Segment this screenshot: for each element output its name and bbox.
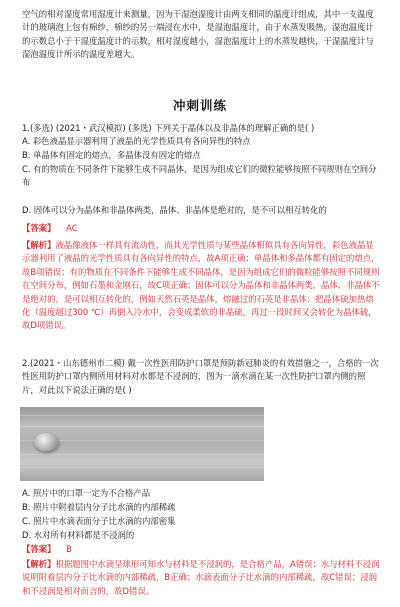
question-2-option-b: B. 照片中附着层内分子比水滴的内部稀疏 [22, 502, 176, 512]
question-2-stem: 2.(2021・山东德州市二模) 戴一次性医用防护口罩是预防新冠肺炎的有效措施之一，合格的一次性医用防护口罩内侧所用材料对水都是不浸润的，图为一滴水滴在某一次性防护口罩内侧的照片，对此以下说法正确的是( ) [22, 358, 379, 395]
answer-label: 【答案】 [22, 223, 56, 233]
question-1-option-c: C. 有的物质在不同条件下能够生成不同晶体，是因为组成它们的微粒能够按照不同规则在空间分布 [22, 164, 377, 188]
water-drop [34, 433, 58, 451]
intro-paragraph: 空气的相对湿度常用湿度计来测量，因为干湿泡湿度计由两支相同的温度计组成，其中一支温度计的玻璃泡上包有棉纱，棉纱的另一端浸在水中，是湿泡温度计，由于水蒸发吸热，湿泡温度计的示数总小于干湿度温度计的示数，相对湿度越小，湿泡温度计上的水蒸发越快，干湿温度计与湿泡温度计所示的温度差越大。 [22, 9, 374, 60]
question-2-option-c: C. 照片中水滴表面分子比水滴的内部密集 [22, 516, 176, 526]
analysis-label: 【解析】 [22, 559, 56, 569]
analysis-label: 【解析】 [22, 240, 56, 250]
mask-water-drop-photo [20, 407, 264, 481]
analysis-text: 液晶像液体一样具有流动性，而其光学性质与某些晶体相似具有各向异性，彩色液晶显示器利用了液晶的光学性质具有各向异性的特点，故A项正确；单晶体和多晶体都有固定的熔点，故B项错误；有的物质在不同条件下能够生成不同晶体，是因为组成它们的微粒能够按照不同规则在空间分布，例如石墨和金刚石，故C项正确；固体可以分为晶体和非晶体两类，晶体、非晶体不是绝对的，是可以相互转化的，例如天然石英是晶体，熔融过的石英是非晶体；把晶体硫加热熔化（温度超过300 ℃）再倒入冷水中，会变成柔软的非晶硫，再过一段时间又会转化为晶体硫，故D项错误。 [22, 240, 380, 331]
question-1-option-b: B. 单晶体有固定的熔点，多晶体没有固定的熔点 [22, 150, 201, 160]
analysis-text: 根据题图中水滴呈球形可知水与材料是不浸润的，是合格产品，A错误；水与材料不浸润说明附着层内分子比水滴的内部稀疏，B正确；水滴表面分子比水滴的内部稀疏，故C错误；浸润和不浸润是相对而言的，故D错误。 [22, 559, 380, 596]
question-1-stem: 1.(多选) (2021・武汉模拟) (多选) 下列关于晶体以及非晶体的理解正确的是( ) [22, 123, 315, 133]
question-1-analysis [22, 239, 380, 333]
question-1-answer [22, 222, 380, 235]
question-1-option-d: D. 固体可以分为晶体和非晶体两类，晶体、非晶体是绝对的，是不可以相互转化的 [22, 205, 327, 215]
question-2-analysis [22, 558, 380, 598]
question-1-option-a: A. 彩色液晶显示器利用了液晶的光学性质具有各向异性的特点 [22, 136, 251, 146]
answer-label: 【答案】 [22, 544, 56, 554]
question-2-option-d: D. 水对所有材料都是不浸润的 [22, 530, 135, 540]
section-title: 冲刺训练 [172, 98, 227, 113]
question-2-answer [22, 543, 380, 556]
answer-value: B [66, 544, 72, 554]
question-2-option-a: A. 照片中的口罩一定为不合格产品 [22, 488, 151, 498]
answer-value: AC [66, 223, 78, 233]
